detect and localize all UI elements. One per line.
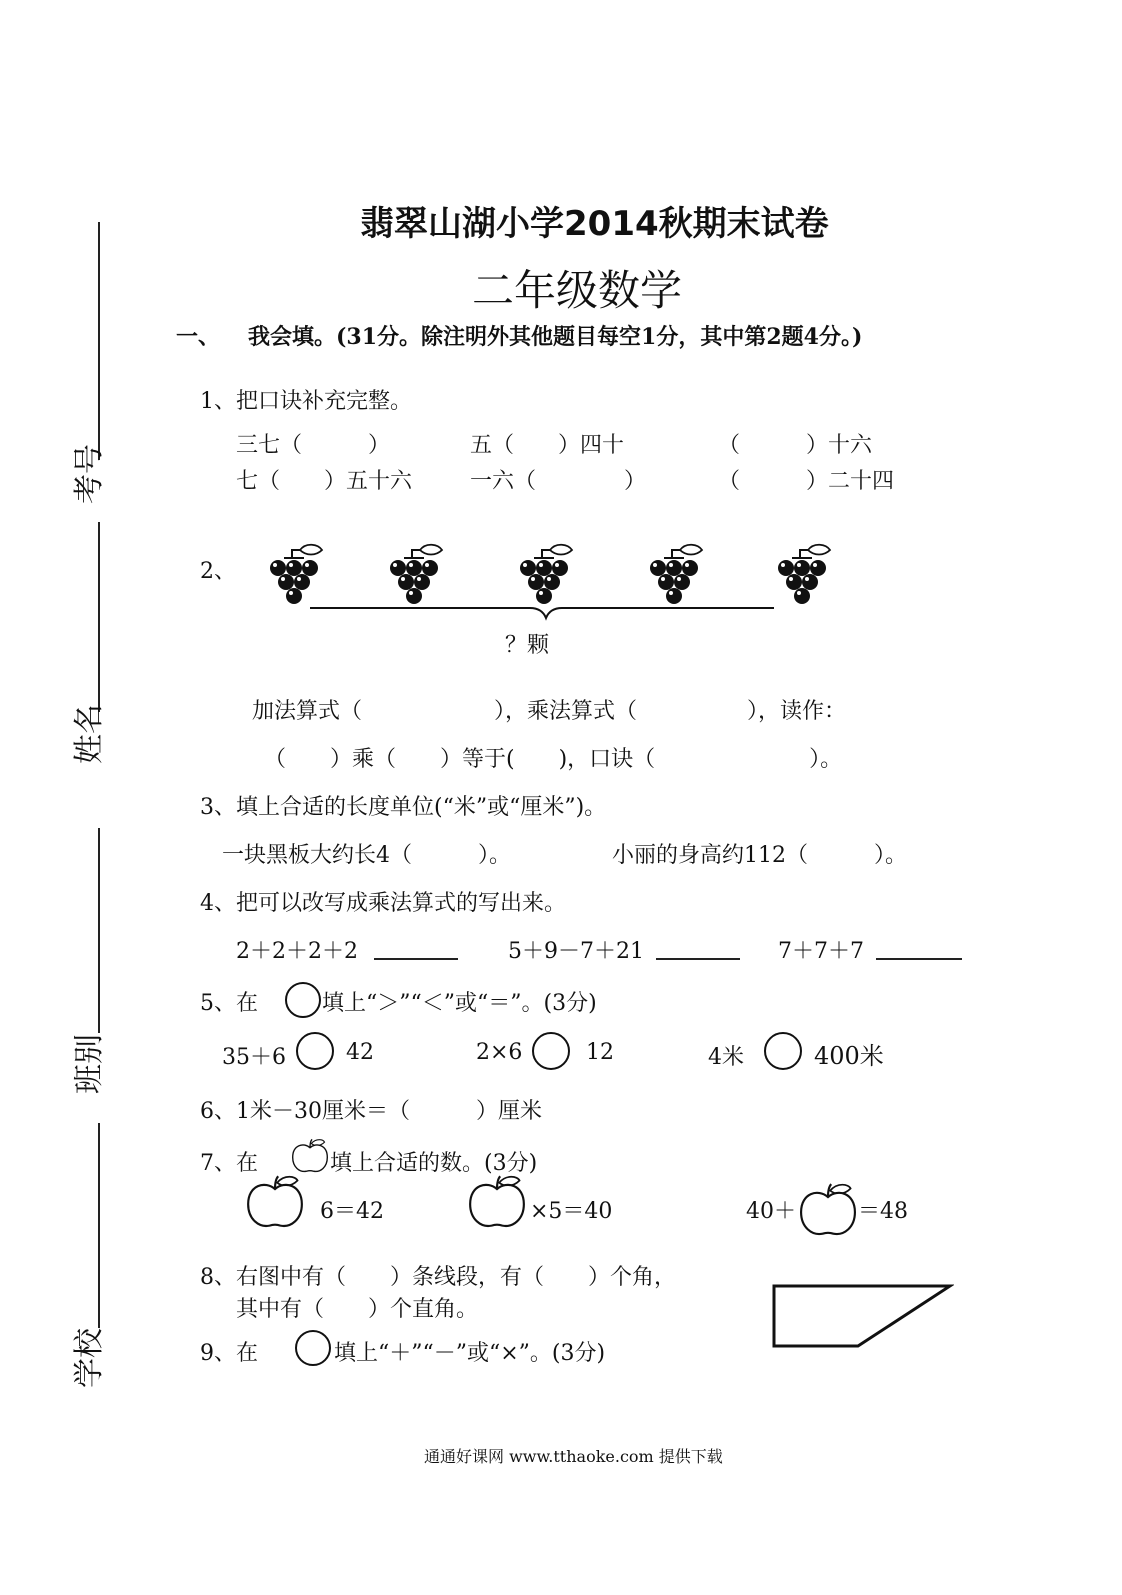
q3-prompt: 3、填上合适的长度单位(“米”或“厘米”)。 — [200, 795, 607, 820]
q9-example-circle — [295, 1330, 331, 1366]
q7-prefix: 7、在 — [200, 1151, 258, 1176]
q4-answer-blank2[interactable] — [656, 958, 740, 960]
grape-icon — [650, 545, 702, 604]
binding-line-school — [98, 1123, 100, 1328]
q5-item1-left: 35＋6 — [222, 1045, 286, 1070]
q1-row2-item1: 七（ ）五十六 — [236, 469, 413, 494]
binding-line-name — [98, 522, 100, 712]
q1-row1-item1: 三七（ ） — [236, 433, 391, 458]
q4-answer-blank1[interactable] — [374, 958, 458, 960]
section-heading: 我会填。(31分。除注明外其他题目每空1分，其中第2题4分。) — [248, 324, 863, 350]
q5-prefix: 5、在 — [200, 991, 258, 1016]
page-subtitle: 二年级数学 — [472, 266, 683, 315]
q1-prompt: 1、把口诀补充完整。 — [200, 389, 412, 414]
q2-brace-label: ？颗 — [505, 633, 550, 658]
q5-item2-right: 12 — [586, 1040, 614, 1065]
q7-item1-apple-icon[interactable] — [246, 1174, 304, 1230]
q5-suffix: 填上“＞”“＜”或“＝”。(3分) — [322, 991, 597, 1016]
q1-row1-item3: （ ）十六 — [718, 433, 873, 458]
q3-right: 小丽的身高约112（ ）。 — [612, 843, 907, 868]
grape-icon — [390, 545, 442, 604]
q1-row2-item3: （ ）二十四 — [718, 469, 895, 494]
q4-prompt: 4、把可以改写成乘法算式的写出来。 — [200, 891, 566, 916]
school-label: 学校 — [72, 1328, 107, 1388]
q9-suffix: 填上“＋”“－”或“×”。(3分) — [334, 1341, 606, 1366]
q7-item2-after: ×5＝40 — [530, 1199, 613, 1224]
q7-item2-apple-icon[interactable] — [468, 1174, 526, 1230]
q4-item1: 2＋2＋2＋2 — [236, 939, 358, 964]
q5-item1-right: 42 — [346, 1040, 374, 1065]
q9-prefix: 9、在 — [200, 1341, 258, 1366]
grape-icon — [778, 545, 830, 604]
binding-line-class — [98, 828, 100, 1033]
q1-row1-item2: 五（ ）四十 — [470, 433, 625, 458]
name-label: 姓名 — [72, 704, 107, 764]
q8-line2: 其中有（ ）个直角。 — [236, 1297, 479, 1322]
footer-credit: 通通好课网 www.tthaoke.com 提供下载 — [424, 1447, 723, 1466]
q2-number: 2、 — [200, 559, 236, 584]
q5-item3-circle[interactable] — [764, 1032, 802, 1070]
q5-item3-left: 4米 — [708, 1045, 744, 1070]
q6-text: 6、1米－30厘米＝（ ）厘米 — [200, 1099, 542, 1124]
q5-example-circle — [285, 982, 321, 1018]
grape-icon — [270, 545, 322, 604]
section-number: 一、 — [176, 324, 221, 350]
exam-no-label: 考号 — [72, 444, 107, 504]
q7-item1-after: 6＝42 — [320, 1199, 384, 1224]
grape-icon — [520, 545, 572, 604]
q5-item2-circle[interactable] — [532, 1032, 570, 1070]
q7-item3-after: ＝48 — [858, 1199, 908, 1224]
q4-answer-blank3[interactable] — [876, 958, 962, 960]
q4-item2: 5＋9－7＋21 — [508, 939, 644, 964]
q5-item3-right: 400米 — [814, 1042, 884, 1070]
q7-item3-apple-icon[interactable] — [798, 1182, 858, 1238]
brace-line — [310, 608, 774, 618]
page-title: 翡翠山湖小学2014秋期末试卷 — [360, 204, 829, 244]
q1-row2-item2: 一六（ ） — [470, 469, 647, 494]
q3-left: 一块黑板大约长4（ ）。 — [222, 843, 511, 868]
q5-item1-circle[interactable] — [296, 1032, 334, 1070]
trapezoid-figure — [770, 1282, 954, 1350]
q4-item3: 7＋7＋7 — [778, 939, 864, 964]
grape-illustration — [260, 536, 840, 646]
binding-line-exam-no — [98, 222, 100, 460]
class-label: 班别 — [72, 1034, 107, 1094]
q7-example-apple-icon — [290, 1138, 330, 1174]
q5-item2-left: 2×6 — [476, 1040, 523, 1065]
q8-line1: 8、右图中有（ ）条线段，有（ ）个角， — [200, 1265, 676, 1290]
q2-line2: （ ）乘（ ）等于( )，口诀（ ）。 — [264, 747, 843, 772]
q7-suffix: 填上合适的数。(3分) — [330, 1151, 538, 1176]
q7-item3-before: 40＋ — [746, 1199, 796, 1224]
q2-line1: 加法算式（ ），乘法算式（ ），读作： — [252, 699, 847, 724]
